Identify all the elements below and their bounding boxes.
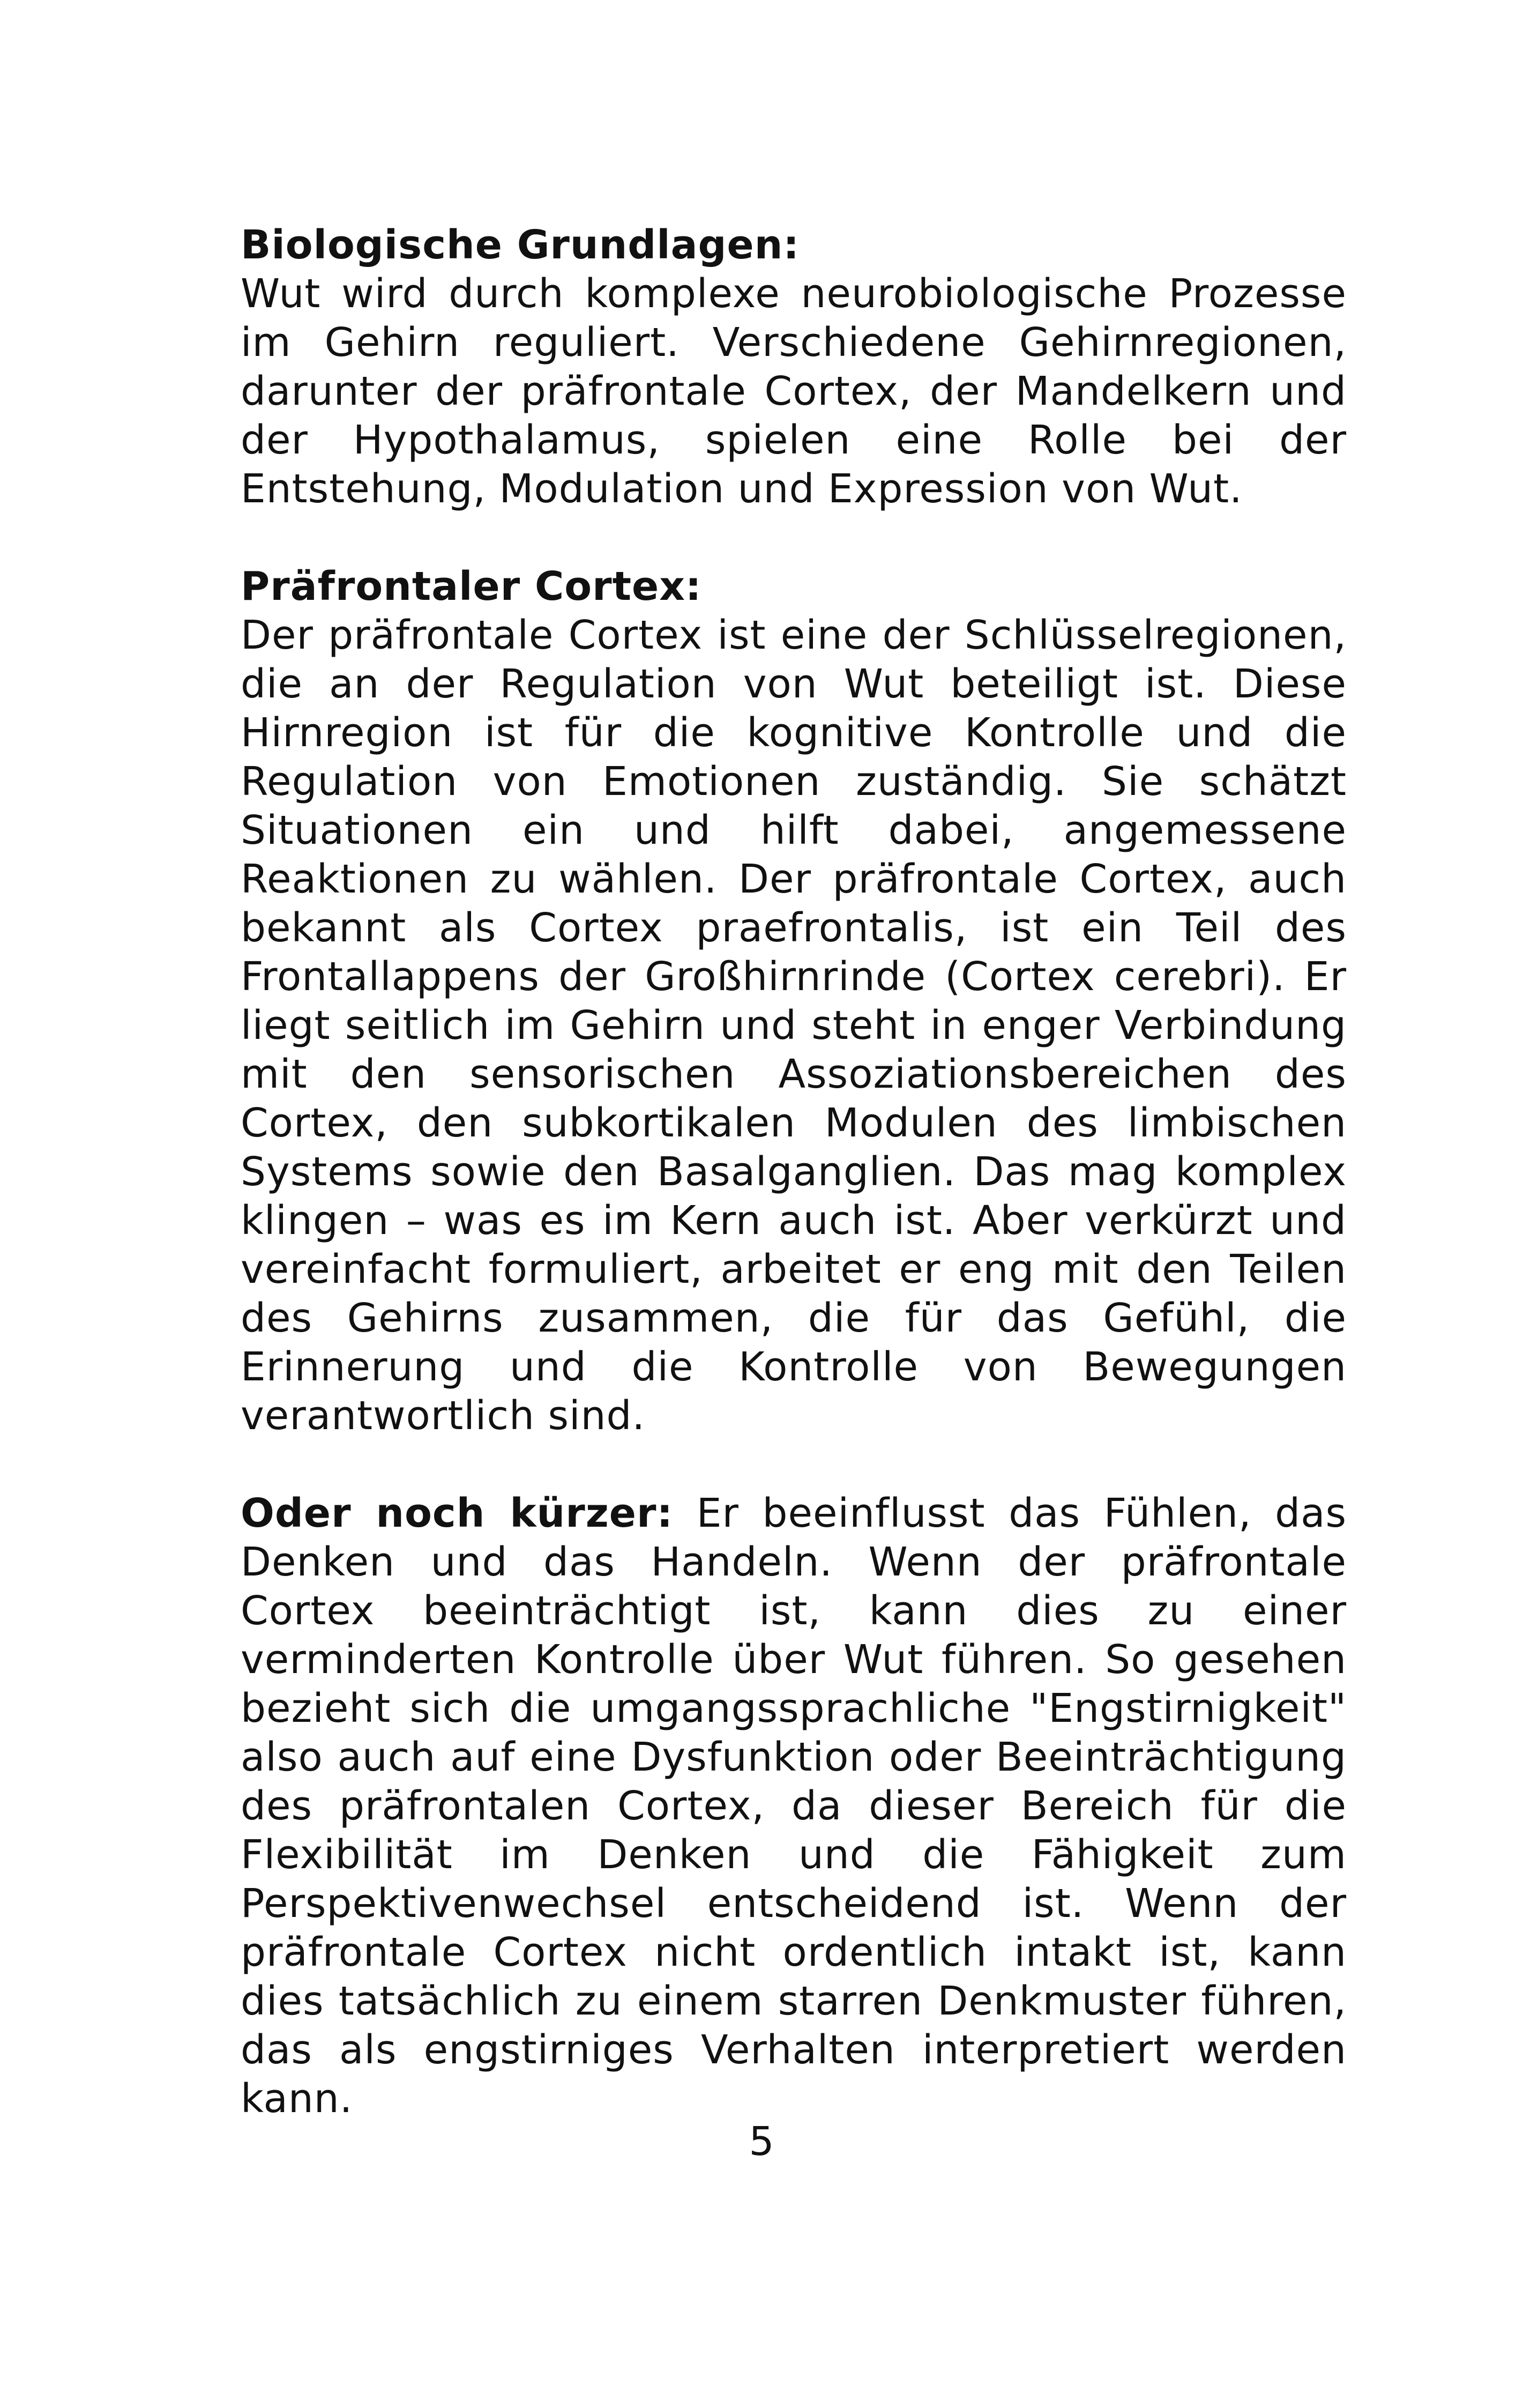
section-heading: Biologische Grundlagen: bbox=[241, 222, 800, 268]
page-content bbox=[241, 221, 1347, 2172]
section-body: Er beeinflusst das Fühlen, das Denken und das Handeln. Wenn der präfrontale Cortex beeinträchtigt ist, kann dies zu einer verminderten Kontrolle über Wut führen. So gesehen bezieht sich die umgangssprachliche "Engstirnigkeit" also auch auf eine Dysfunktion oder Beeinträchtigung des präfrontalen Cortex, da dieser Bereich für die Flexibilität im Denken und die Fähigkeit zum Perspektivenwechsel entscheidend ist. Wenn der präfrontale Cortex nicht ordentlich intakt ist, kann dies tatsächlich zu einem starren Denkmuster führen, das als engstirniges Verhalten interpretiert werden kann. bbox=[241, 1490, 1347, 2122]
section-heading: Präfrontaler Cortex: bbox=[241, 563, 702, 610]
section-heading: Oder noch kürzer: bbox=[241, 1490, 674, 1536]
section-paragraph bbox=[241, 1489, 1347, 2123]
section-body: Der präfrontale Cortex ist eine der Schlüsselregionen, die an der Regulation von Wut beteiligt ist. Diese Hirnregion ist für die kognitive Kontrolle und die Regulation von Emotionen zuständig. Sie schätzt Situationen ein und hilft dabei, angemessene Reaktionen zu wählen. Der präfrontale Cortex, auch bekannt als Cortex praefrontalis, ist ein Teil des Frontallappens der Großhirnrinde (Cortex cerebri). Er liegt seitlich im Gehirn und steht in enger Verbindung mit den sensorischen Assoziationsbereichen des Cortex, den subkortikalen Modulen des limbischen Systems sowie den Basalganglien. Das mag komplex klingen – was es im Kern auch ist. Aber verkürzt und vereinfacht formuliert, arbeitet er eng mit den Teilen des Gehirns zusammen, die für das Gefühl, die Erinnerung und die Kontrolle von Bewegungen verantwortlich sind. bbox=[241, 612, 1347, 1439]
section-oder-noch-kuerzer bbox=[241, 1489, 1347, 2123]
section-biologische-grundlagen bbox=[241, 221, 1347, 514]
section-praefrontaler-cortex bbox=[241, 562, 1347, 1440]
page-number: 5 bbox=[749, 2119, 774, 2165]
section-body: Wut wird durch komplexe neurobiologische Prozesse im Gehirn reguliert. Verschiedene Gehirnregionen, darunter der präfrontale Cortex, der Mandelkern und der Hypothalamus, spielen eine Rolle bei der Entstehung, Modulation und Expression von Wut. bbox=[241, 271, 1347, 512]
